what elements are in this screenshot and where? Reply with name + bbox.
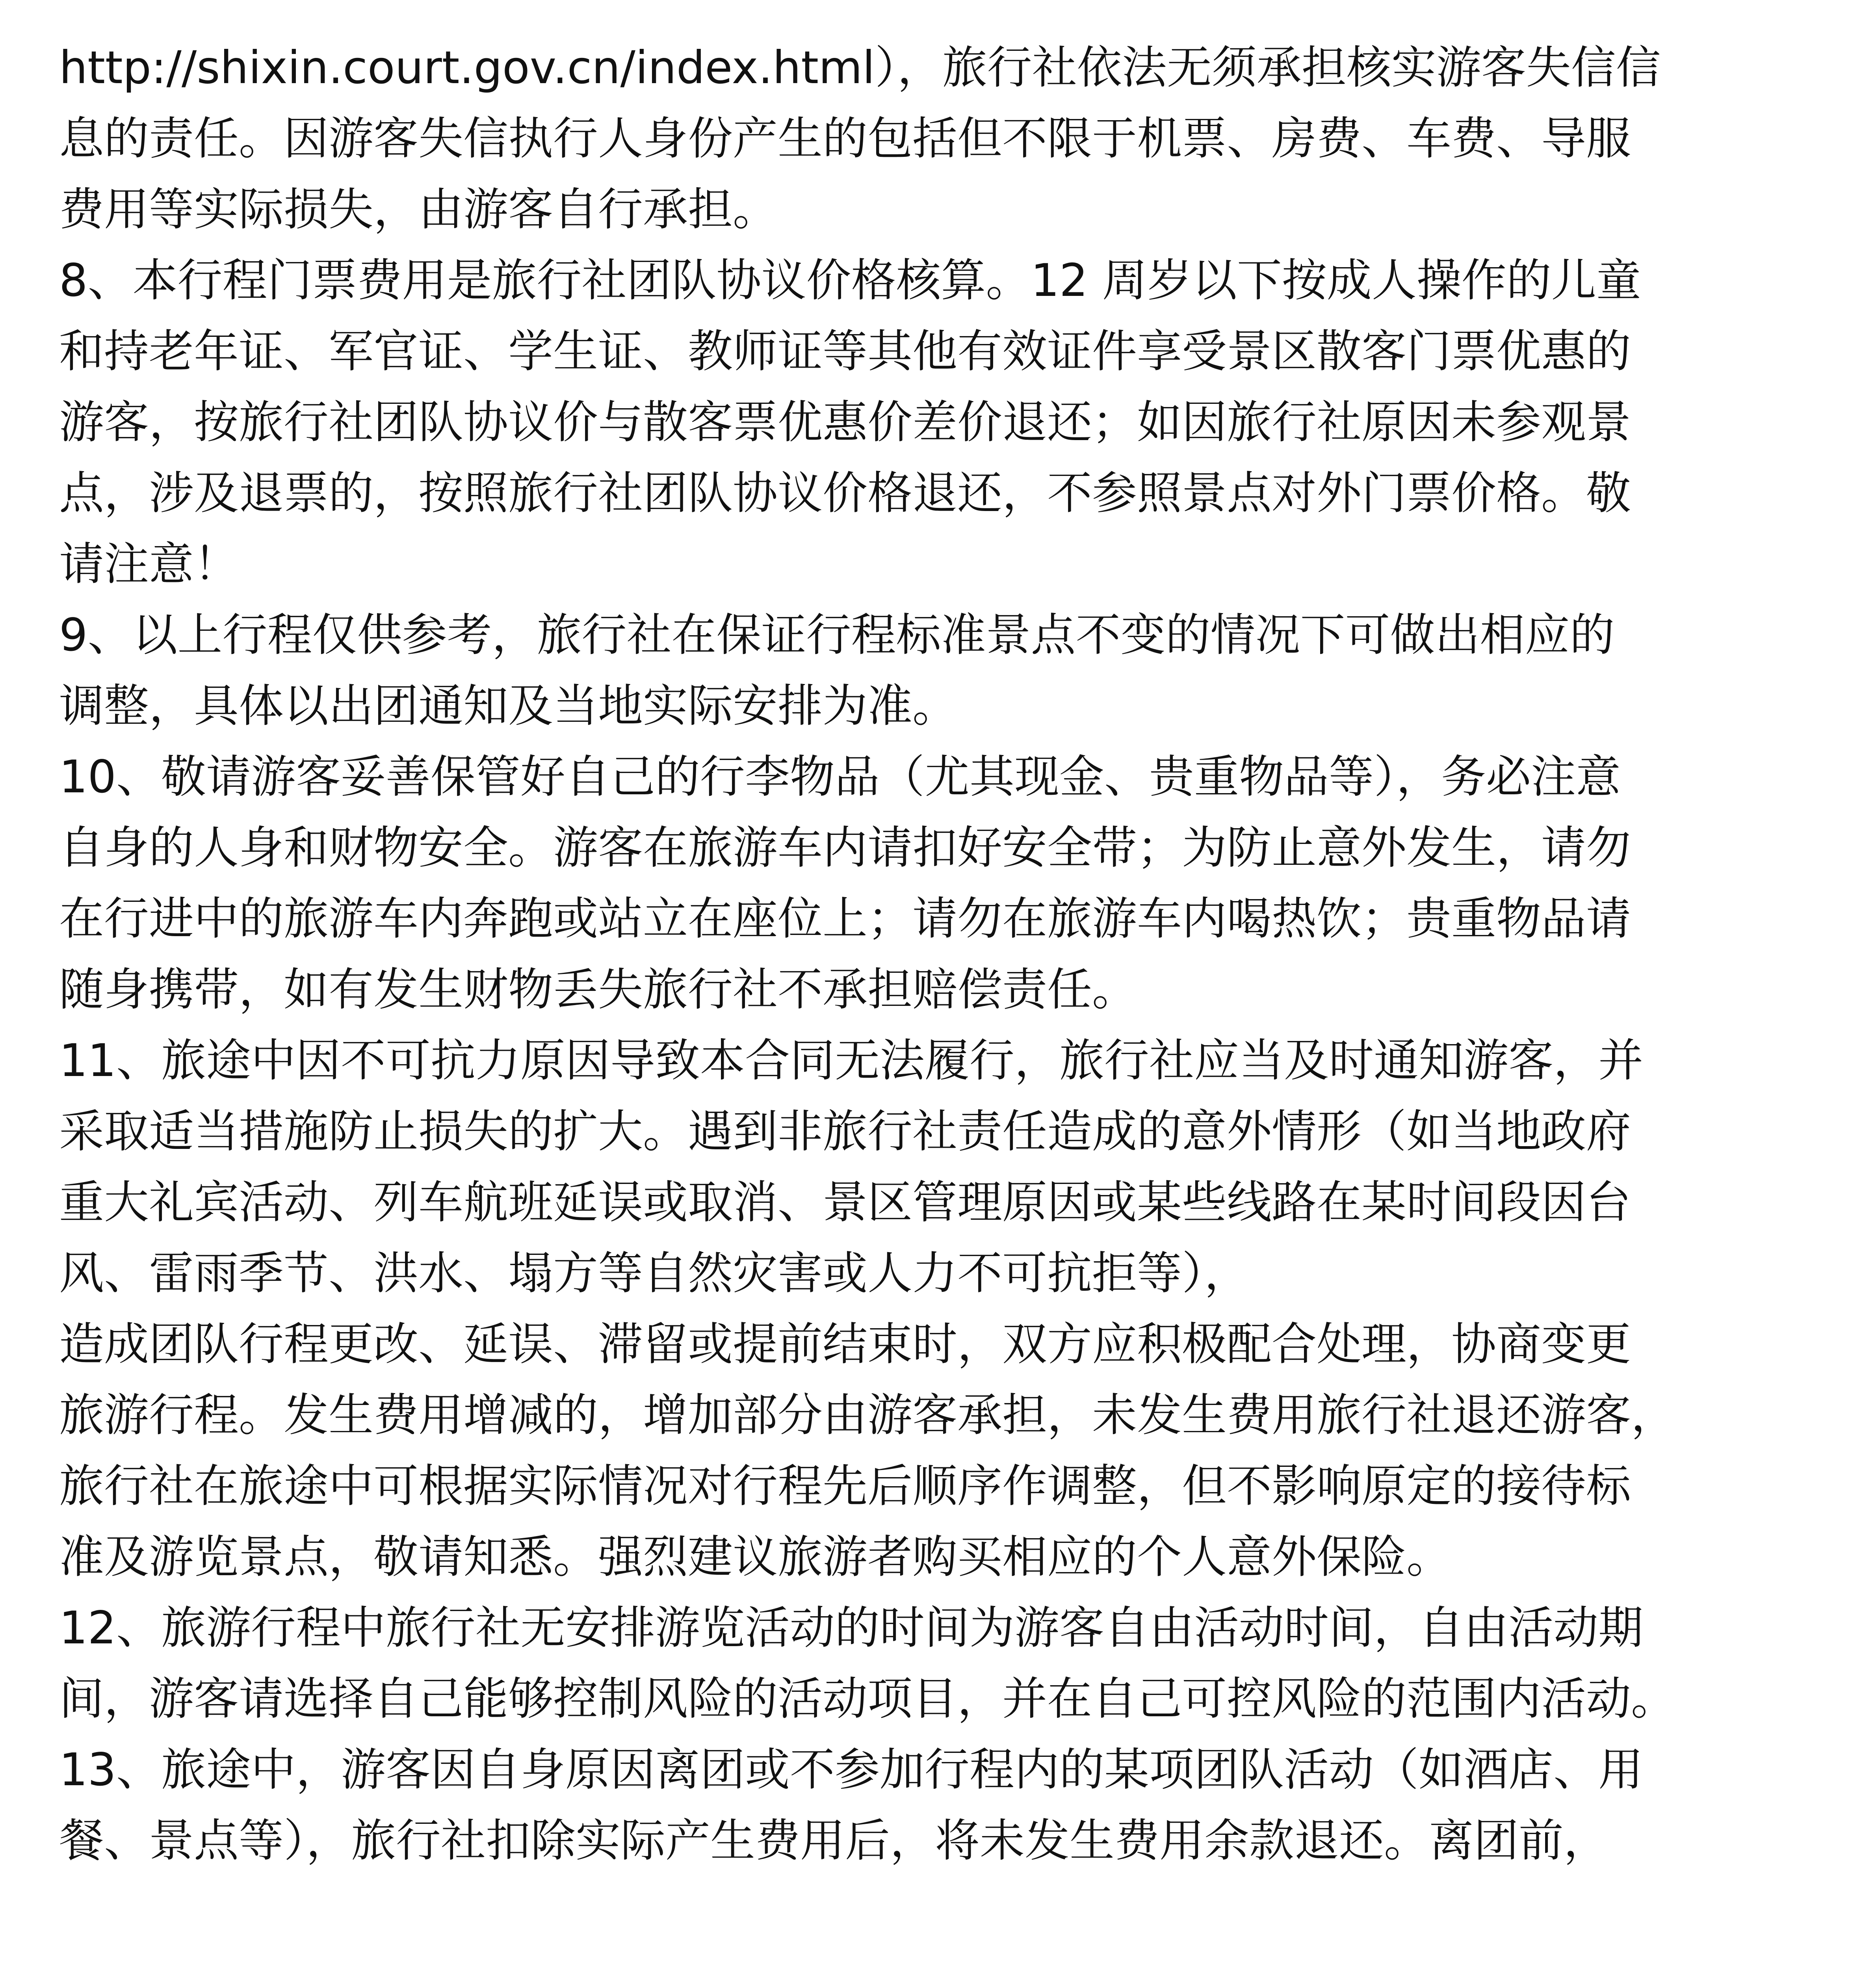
text-line: 12、旅游行程中旅行社无安排游览活动的时间为游客自由活动时间，自由活动期 <box>59 1602 1644 1654</box>
text-line: 随身携带，如有发生财物丢失旅行社不承担赔偿责任。 <box>59 963 1137 1016</box>
text-line: 8、本行程门票费用是旅行社团队协议价格核算。12 周岁以下按成人操作的儿童 <box>59 254 1641 307</box>
text-line: 在行进中的旅游车内奔跑或站立在座位上；请勿在旅游车内喝热饮；贵重物品请 <box>59 892 1631 945</box>
text-line: 和持老年证、军官证、学生证、教师证等其他有效证件享受景区散客门票优惠的 <box>59 325 1631 377</box>
text-line: 游客，按旅行社团队协议价与散客票优惠价差价退还；如因旅行社原因未参观景 <box>59 396 1631 448</box>
text-line: 费用等实际损失，由游客自行承担。 <box>59 183 778 236</box>
text-line: 13、旅途中，游客因自身原因离团或不参加行程内的某项团队活动（如酒店、用 <box>59 1743 1644 1796</box>
text-line: 息的责任。因游客失信执行人身份产生的包括但不限于机票、房费、车费、导服 <box>59 112 1631 165</box>
paragraph <box>59 1309 1821 1593</box>
text-line: 采取适当措施防止损失的扩大。遇到非旅行社责任造成的意外情形（如当地政府 <box>59 1105 1631 1158</box>
paragraph <box>59 1734 1821 1876</box>
document-body <box>59 32 1821 1876</box>
paragraph <box>59 742 1821 1025</box>
text-line: 10、敬请游客妥善保管好自己的行李物品（尤其现金、贵重物品等），务必注意 <box>59 751 1621 803</box>
text-line: 请注意！ <box>59 538 239 590</box>
text-line: 间，游客请选择自己能够控制风险的活动项目，并在自己可控风险的范围内活动。 <box>59 1673 1676 1725</box>
text-line: 自身的人身和财物安全。游客在旅游车内请扣好安全带；为防止意外发生，请勿 <box>59 821 1631 874</box>
text-line: 准及游览景点，敬请知悉。强烈建议旅游者购买相应的个人意外保险。 <box>59 1531 1452 1583</box>
paragraph <box>59 1593 1821 1734</box>
paragraph <box>59 32 1821 245</box>
paragraph <box>59 1025 1821 1309</box>
text-line: 点，涉及退票的，按照旅行社团队协议价格退还，不参照景点对外门票价格。敬 <box>59 467 1631 519</box>
text-line: 餐、景点等），旅行社扣除实际产生费用后，将未发生费用余款退还。离团前， <box>59 1814 1609 1867</box>
text-line: 旅行社在旅途中可根据实际情况对行程先后顺序作调整，但不影响原定的接待标 <box>59 1460 1631 1512</box>
text-line: 调整，具体以出团通知及当地实际安排为准。 <box>59 680 958 732</box>
paragraph <box>59 600 1821 742</box>
text-line: 风、雷雨季节、洪水、塌方等自然灾害或人力不可抗拒等）， <box>59 1247 1250 1299</box>
text-line: 造成团队行程更改、延误、滞留或提前结束时，双方应积极配合处理，协商变更 <box>59 1318 1631 1370</box>
text-line: 11、旅途中因不可抗力原因导致本合同无法履行，旅行社应当及时通知游客，并 <box>59 1034 1644 1087</box>
paragraph <box>59 245 1821 600</box>
text-line: http://shixin.court.gov.cn/index.html），旅行社依法无须承担核实游客失信信 <box>59 41 1661 94</box>
text-line: 旅游行程。发生费用增减的，增加部分由游客承担，未发生费用旅行社退还游客， <box>59 1389 1676 1441</box>
text-line: 9、以上行程仅供参考，旅行社在保证行程标准景点不变的情况下可做出相应的 <box>59 609 1615 661</box>
text-line: 重大礼宾活动、列车航班延误或取消、景区管理原因或某些线路在某时间段因台 <box>59 1176 1631 1228</box>
